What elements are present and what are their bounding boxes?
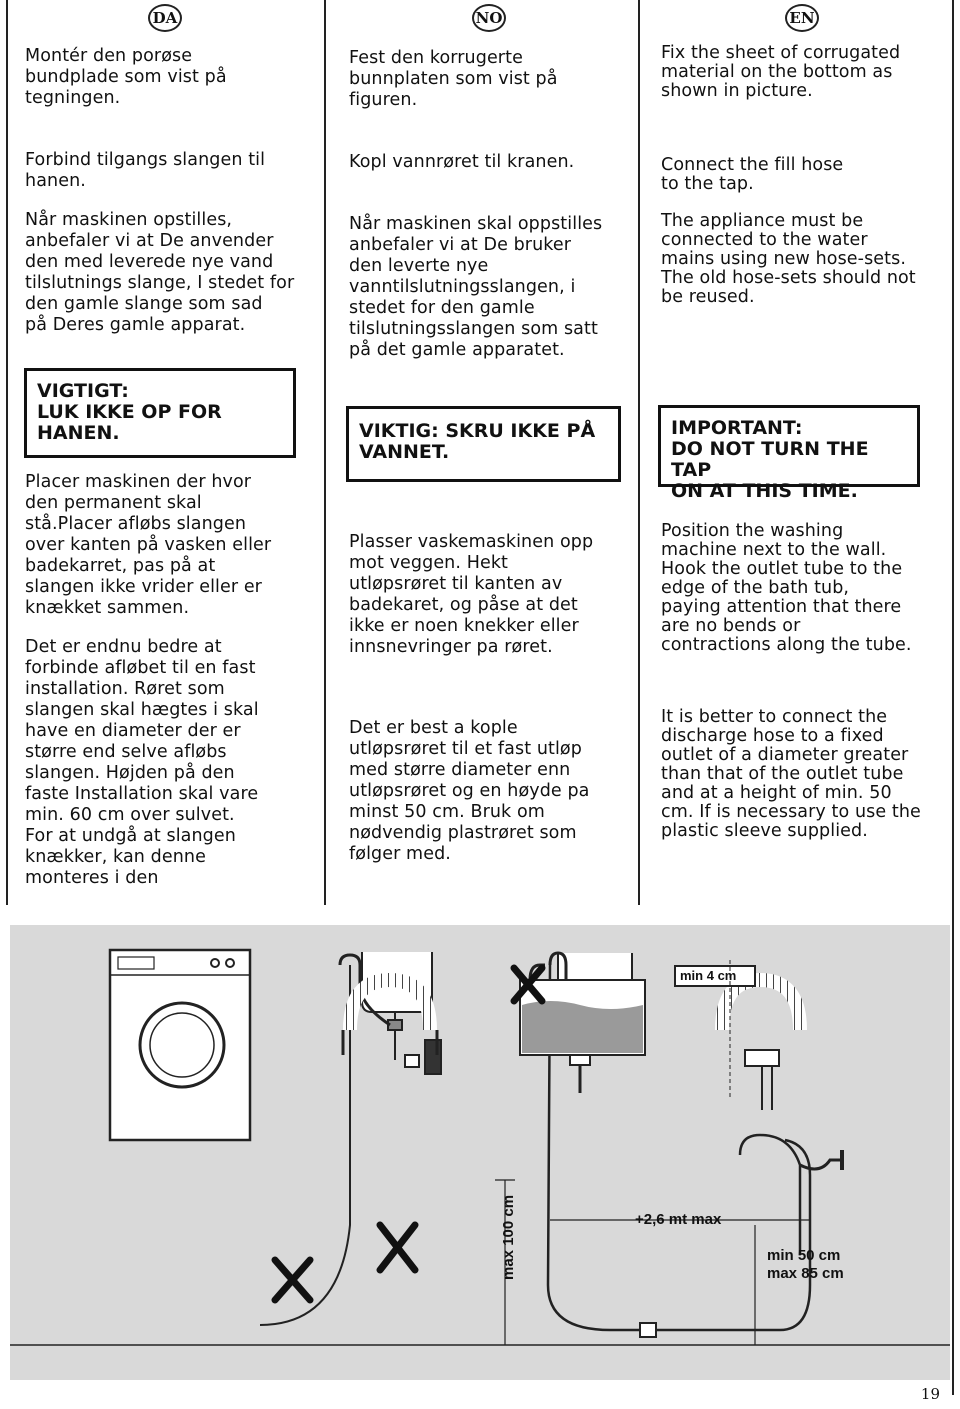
column-rule-mid-right <box>638 0 640 905</box>
no-warning-box: VIKTIG: SKRU IKKE PÅ VANNET. <box>346 406 621 482</box>
label-min-4-cm: min 4 cm <box>680 968 737 983</box>
label-min-50-cm: min 50 cm <box>767 1247 841 1264</box>
installation-figure <box>10 925 950 1380</box>
en-paragraph-2: Connect the fill hose to the tap. <box>661 155 844 194</box>
en-paragraph-4: Position the washing machine next to the wall. Hook the outlet tube to the edge of the bath tub, paying attention that there are no bends or contractions along the tube. <box>661 521 912 655</box>
da-paragraph-4: Placer maskinen der hvor den permanent skal stå.Placer afløbs slangen over kanten på vasken eller badekarret, pas på at slangen ikke vrider eller er knækket sammen. <box>25 472 272 618</box>
no-paragraph-2: Kopl vannrøret til kranen. <box>349 152 575 172</box>
da-paragraph-5: Det er endnu bedre at forbinde afløbet til en fast installation. Røret som slangen skal hægtes i skal have en diameter der er større end selve afløbs slangen. Højden på den faste Installation skal vare min. 60 cm over sulvet. For at undgå at slangen knækker, kan denne monteres i den <box>25 637 259 888</box>
en-paragraph-3: The appliance must be connected to the water mains using new hose-sets. The old hose-sets should not be reused. <box>661 211 916 307</box>
no-paragraph-1: Fest den korrugerte bunnplaten som vist på figuren. <box>349 48 558 110</box>
no-paragraph-5: Det er best a kople utløpsrøret til et fast utløp med større diameter enn utløpsrøret og en høyde pa minst 50 cm. Bruk om nødvendig plastrøret som følger med. <box>349 718 590 864</box>
installation-illustration <box>10 925 950 1380</box>
page-number: 19 <box>920 1385 940 1403</box>
language-badge-no: NO <box>472 4 506 32</box>
da-paragraph-3: Når maskinen opstilles, anbefaler vi at De anvender den med leverede nye vand tilslutnings slange, I stedet for den gamle slange som sad på Deres gamle apparat. <box>25 210 295 335</box>
en-paragraph-1: Fix the sheet of corrugated material on the bottom as shown in picture. <box>661 43 901 101</box>
language-badge-da: DA <box>148 4 182 32</box>
washing-machine-door <box>140 1003 224 1087</box>
no-paragraph-3: Når maskinen skal oppstilles anbefaler vi at De bruker den leverte nye vanntilslutningsslangen, i stedet for den gamle tilslutningsslangen som satt på det gamle apparatet. <box>349 214 603 360</box>
da-warning-box: VIGTIGT: LUK IKKE OP FOR HANEN. <box>24 368 296 458</box>
da-paragraph-2: Forbind tilgangs slangen til hanen. <box>25 150 266 191</box>
label-2-6-mt-max: +2,6 mt max <box>635 1211 722 1228</box>
column-rule-mid-left <box>324 0 326 905</box>
label-max-85-cm: max 85 cm <box>767 1265 844 1282</box>
column-rule-left <box>6 0 8 905</box>
column-rule-right <box>952 0 954 1395</box>
standpipe <box>740 1135 800 1255</box>
no-paragraph-4: Plasser vaskemaskinen opp mot veggen. Hekt utløpsrøret til kanten av badekaret, og påse at det ikke er noen knekker eller innsnevringer pa røret. <box>349 532 594 657</box>
label-max-100-cm: max 100 cm <box>500 1194 517 1280</box>
language-badge-en: EN <box>785 4 819 32</box>
da-paragraph-1: Montér den porøse bundplade som vist på tegningen. <box>25 46 227 108</box>
en-paragraph-5: It is better to connect the discharge hose to a fixed outlet of a diameter greater than that of the outlet tube and at a height of min. 50 cm. If is necessary to use the plastic sleeve supplied. <box>661 707 921 841</box>
en-warning-box: IMPORTANT: DO NOT TURN THE TAP ON AT THIS TIME. <box>658 405 920 487</box>
